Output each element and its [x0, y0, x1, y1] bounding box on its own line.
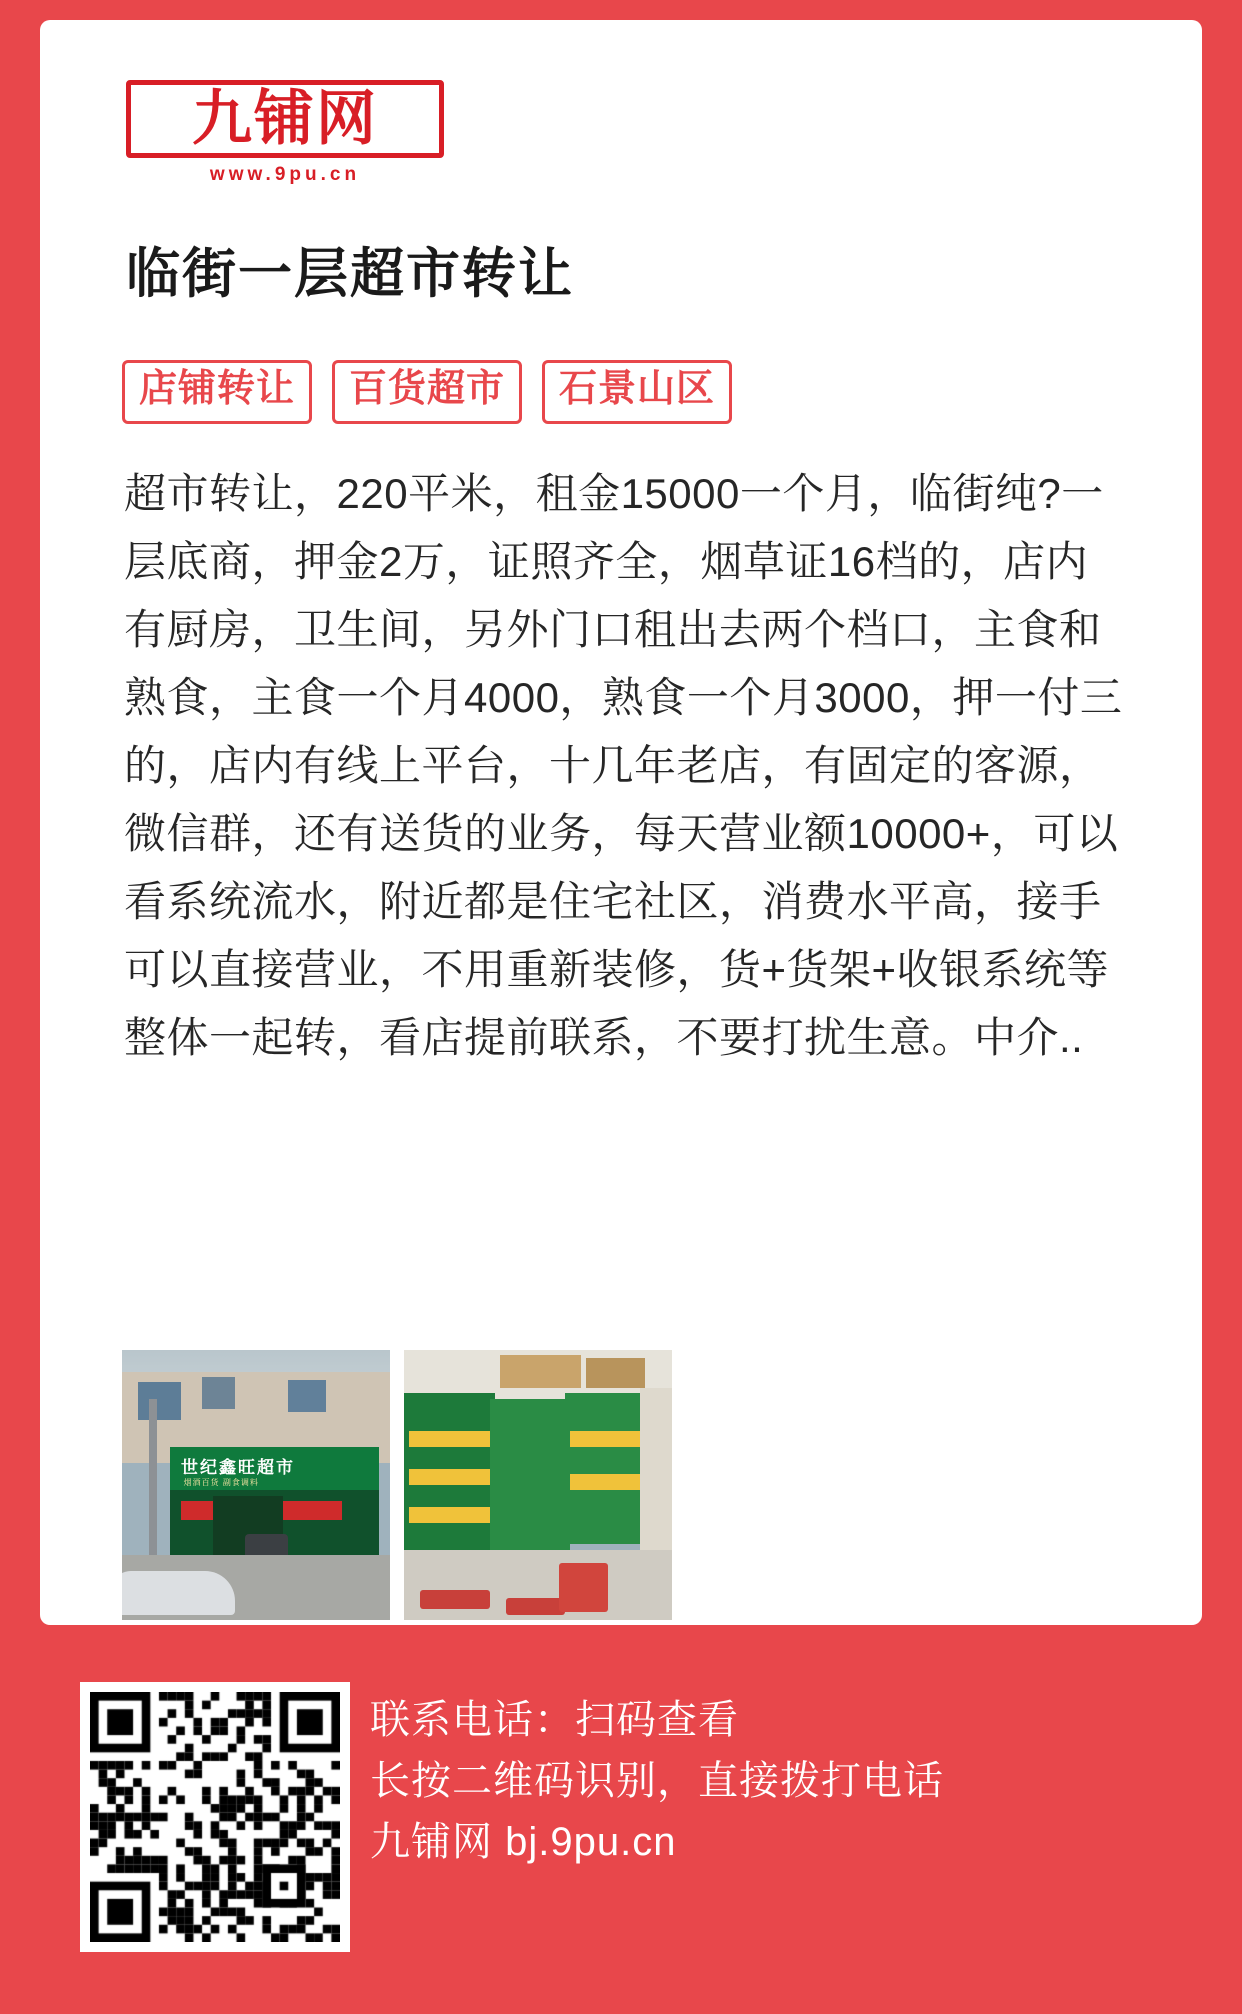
listing-description: 超市转让，220平米，租金15000一个月，临街纯?一层底商，押金2万，证照齐全，烟草证16档的，店内有厨房，卫生间，另外门口租出去两个档口，主食和熟食，主食一个月4000，熟食一个月3000，押一付三的，店内有线上平台，十几年老店，有固定的客源，微信群，还有送货的业务，每天营业额10000+，可以看系统流水，附近都是住宅社区，消费水平高，接手可以直接营业，不用重新装修，货+货架+收银系统等整体一起转，看店提前联系，不要打扰生意。中介.. [124, 470, 1123, 1062]
logo-text: 九铺网 [192, 85, 378, 152]
stock-box-right [586, 1358, 645, 1388]
page-title: 临街一层超市转让 [126, 244, 574, 304]
photo-gallery [122, 1350, 672, 1620]
tag-list [122, 360, 732, 424]
shelf-row-3 [409, 1507, 489, 1523]
qr-code-image [90, 1692, 340, 1942]
logo-box [126, 80, 444, 158]
store-sign-subtext: 烟酒百货 副食调料 [183, 1477, 259, 1487]
shelf-row-1 [409, 1431, 489, 1447]
back-wall [640, 1388, 672, 1555]
tag-district[interactable]: 石景山区 [542, 360, 732, 424]
photo-interior[interactable] [404, 1350, 672, 1620]
floor-mat-a [420, 1590, 490, 1609]
photo-storefront[interactable] [122, 1350, 390, 1620]
shelf-middle [490, 1399, 570, 1556]
contact-hint-line: 长按二维码识别，直接拨打电话 [370, 1758, 944, 1803]
stock-box-left [500, 1355, 580, 1387]
window-right [288, 1380, 326, 1412]
street-pole [149, 1399, 157, 1561]
contact-site-line: 九铺网 bj.9pu.cn [370, 1819, 677, 1864]
site-logo [126, 80, 446, 185]
floor-mat-b [506, 1598, 565, 1614]
promo-bin [559, 1563, 607, 1612]
window-left [138, 1382, 181, 1420]
parked-car [122, 1571, 235, 1614]
listing-card [40, 20, 1202, 1625]
logo-url: www.9pu.cn [209, 164, 361, 185]
store-sign-text: 世纪鑫旺超市 [180, 1457, 295, 1477]
tag-industry[interactable]: 百货超市 [332, 360, 522, 424]
contact-block [370, 1690, 944, 1872]
tag-category[interactable]: 店铺转让 [122, 360, 312, 424]
contact-phone-line: 联系电话：扫码查看 [370, 1698, 739, 1742]
window-mid [202, 1377, 234, 1409]
qr-code[interactable] [80, 1682, 350, 1952]
shelf-row-2 [409, 1469, 489, 1485]
